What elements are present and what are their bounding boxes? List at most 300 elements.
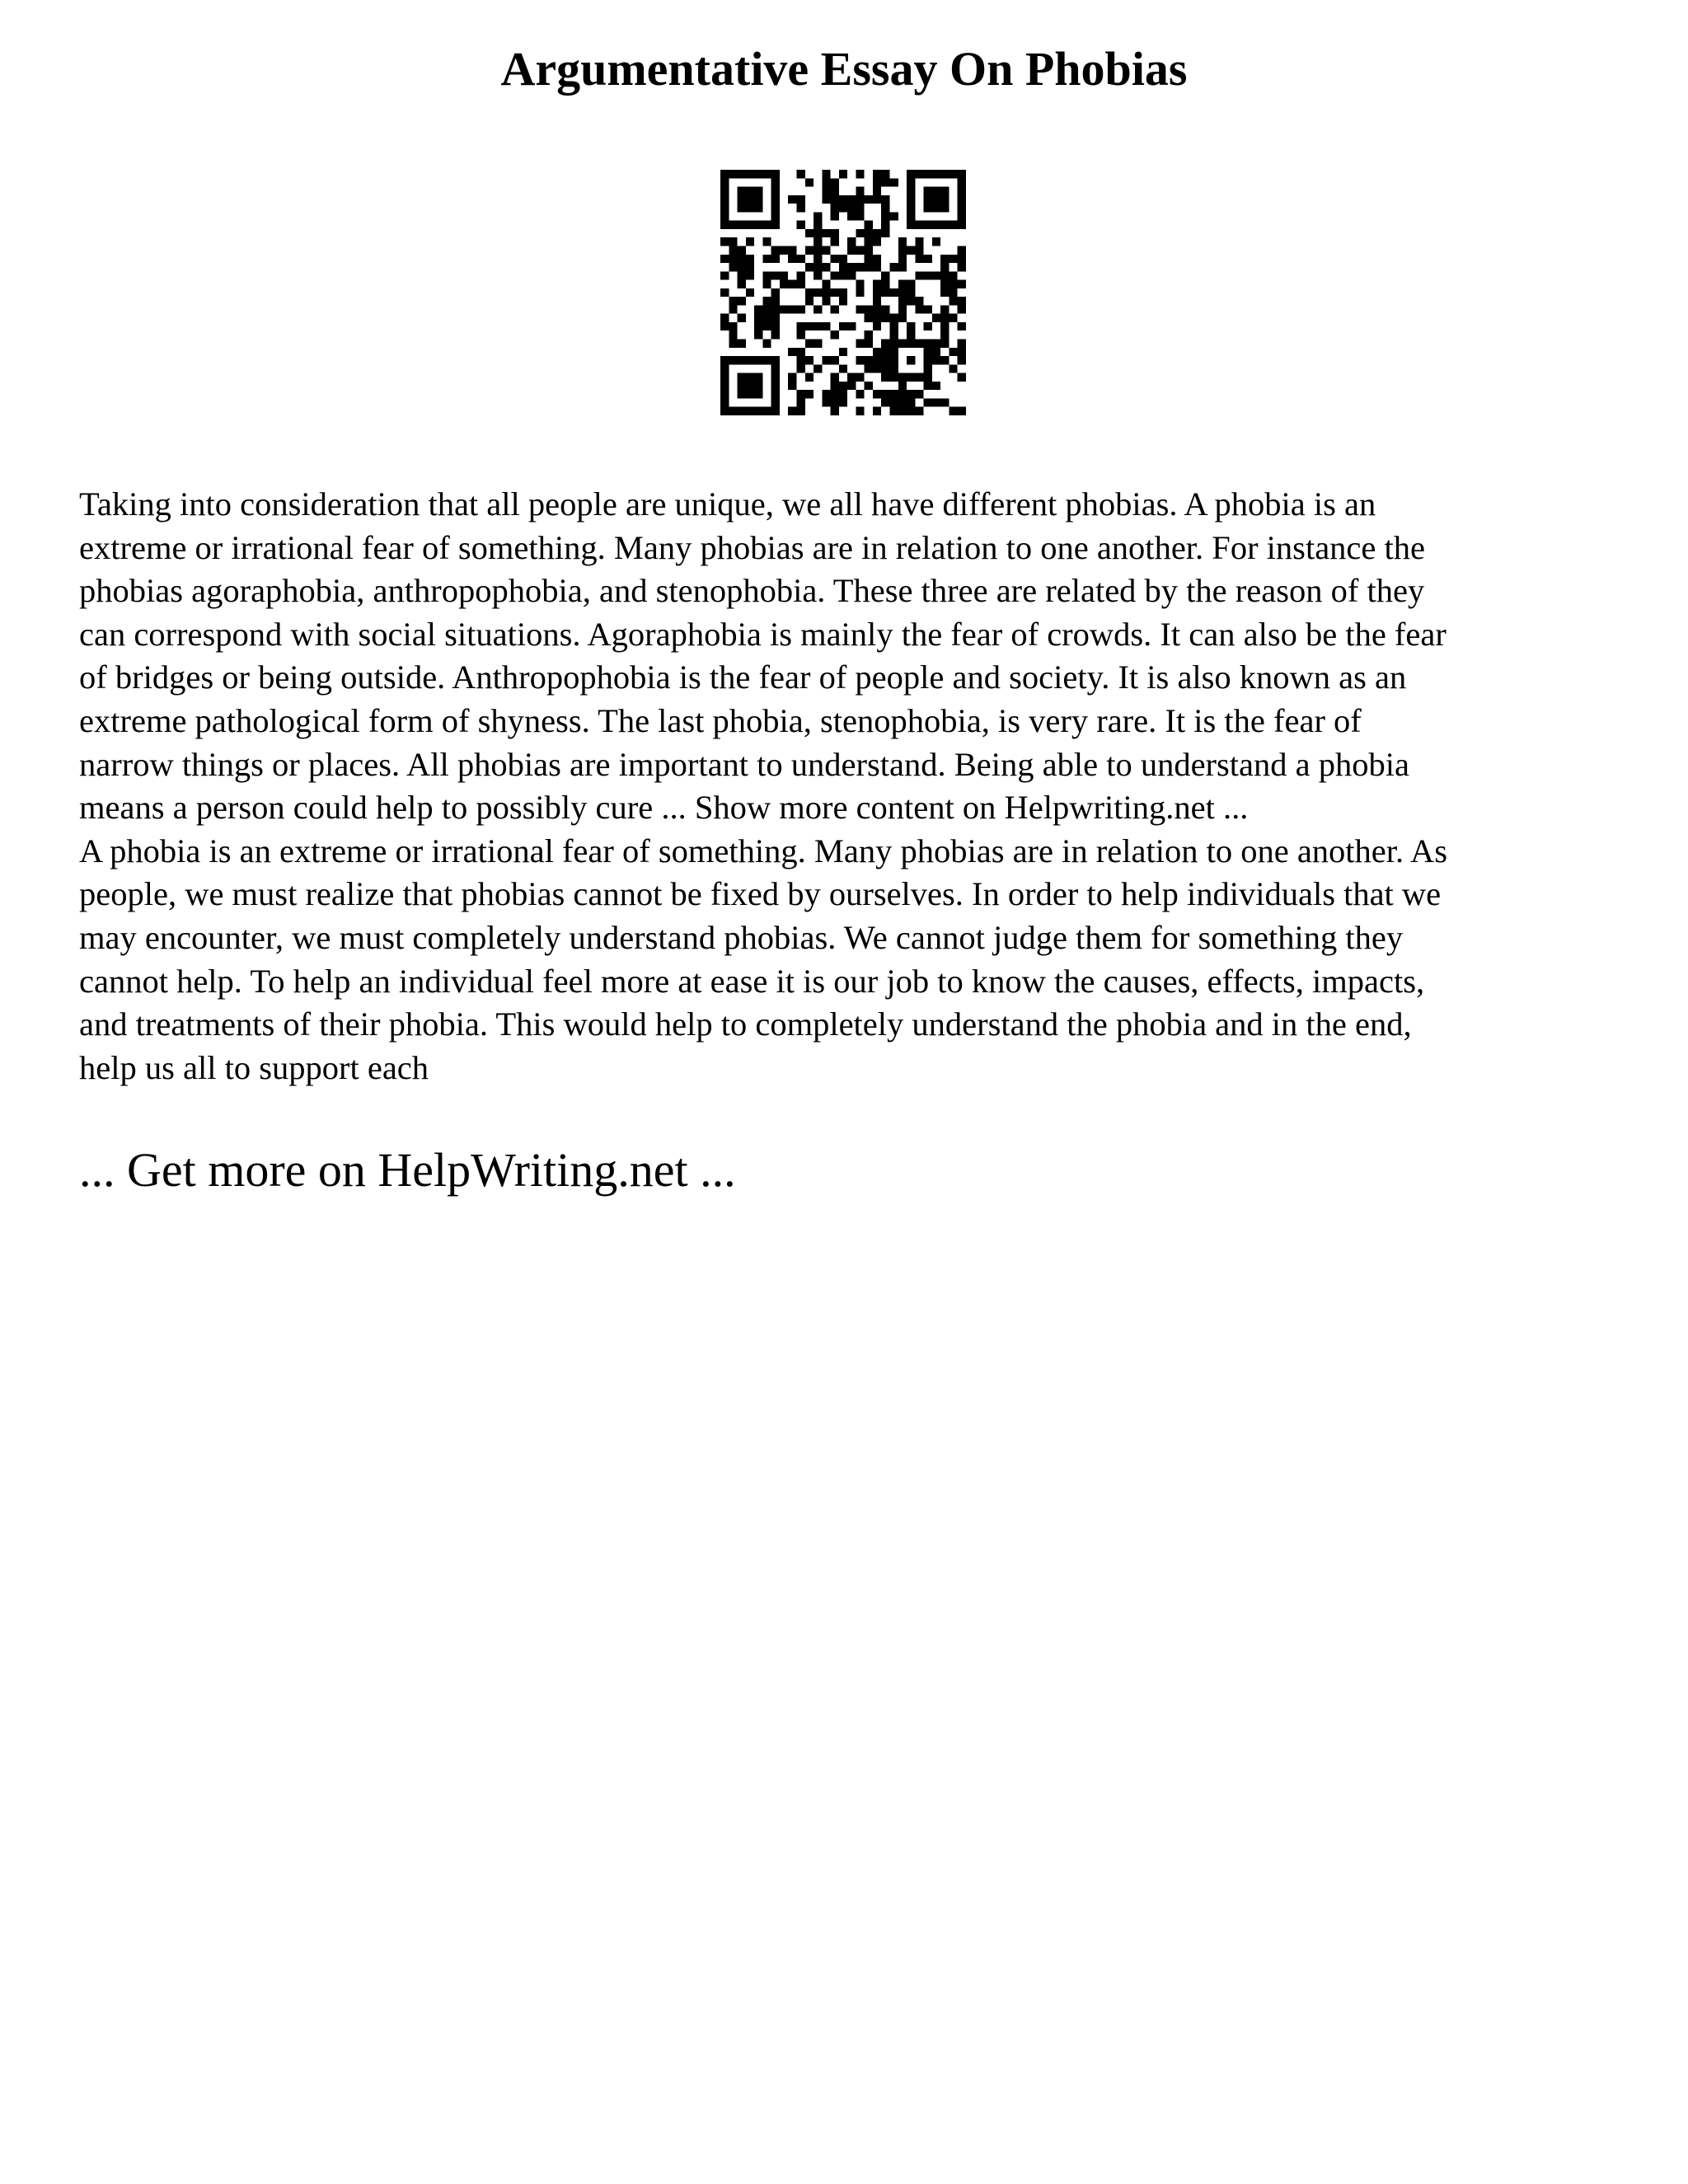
qr-module [907,297,915,305]
qr-module [796,204,804,212]
qr-module [729,170,737,178]
qr-module [771,288,780,297]
qr-module [762,237,771,246]
qr-module [949,407,957,415]
qr-module [831,187,839,195]
qr-module [720,364,729,373]
qr-module [796,170,804,178]
qr-module [814,255,822,263]
qr-module [831,195,839,204]
qr-module [940,288,949,297]
qr-module [915,297,923,305]
qr-module [907,288,915,297]
qr-module [881,178,889,186]
qr-module [805,288,814,297]
paragraph-2-line-3: may encounter, we must completely understand phobias. We cannot judge them for something they [79,918,1404,956]
qr-module [949,221,957,229]
qr-module [738,390,746,398]
qr-module [898,373,907,382]
qr-module [788,373,796,382]
qr-module [762,322,771,330]
qr-module [831,237,839,246]
qr-module [796,322,804,330]
qr-module [949,364,957,373]
qr-module [898,246,907,254]
qr-module [881,373,889,382]
qr-module [881,195,889,204]
qr-module [890,373,898,382]
qr-module [839,271,847,279]
qr-module [847,271,856,279]
qr-module [805,340,814,348]
qr-module [890,390,898,398]
qr-module [746,407,754,415]
qr-module [720,237,729,246]
qr-module [873,280,881,288]
qr-module [822,187,830,195]
paragraph-1-line-7: narrow things or places. All phobias are important to understand. Being able to understand a phobia [79,745,1409,783]
qr-module [940,255,949,263]
qr-module [958,204,966,212]
qr-module [746,221,754,229]
qr-module [873,364,881,373]
qr-module [814,322,822,330]
qr-module [940,170,949,178]
qr-module [814,271,822,279]
qr-module [814,212,822,220]
qr-module [738,356,746,364]
qr-module [881,340,889,348]
qr-module [720,204,729,212]
qr-module [771,297,780,305]
qr-module [958,322,966,330]
qr-module [958,221,966,229]
qr-module [932,382,940,390]
qr-module [788,246,796,254]
qr-module [738,407,746,415]
qr-module [746,390,754,398]
qr-module [796,356,804,364]
qr-module [831,407,839,415]
qr-module [814,340,822,348]
qr-module [771,271,780,279]
qr-module [940,314,949,322]
qr-module [865,330,873,339]
qr-module [762,255,771,263]
qr-module [856,390,864,398]
qr-module [780,246,788,254]
qr-module [873,229,881,237]
qr-module [814,229,822,237]
qr-module [924,195,932,204]
paragraph-1-line-4: can correspond with social situations. Agoraphobia is mainly the fear of crowds. It can also be the fear [79,615,1447,653]
qr-module [771,398,780,406]
qr-module [873,314,881,322]
qr-module [873,390,881,398]
qr-module [898,237,907,246]
qr-module [924,398,932,406]
qr-module [856,229,864,237]
qr-module [924,271,932,279]
qr-module [881,364,889,373]
qr-module [856,356,864,364]
qr-module [762,356,771,364]
qr-module [720,314,729,322]
qr-module [796,221,804,229]
qr-module [881,348,889,356]
qr-module [814,364,822,373]
qr-module [796,255,804,263]
qr-module [881,288,889,297]
qr-module [932,340,940,348]
qr-module [898,305,907,313]
qr-module [720,373,729,382]
qr-module [839,382,847,390]
qr-module [839,195,847,204]
qr-module [890,314,898,322]
qr-module [907,204,915,212]
qr-module [805,229,814,237]
qr-module [881,390,889,398]
qr-module [856,195,864,204]
qr-module [873,178,881,186]
qr-module [881,204,889,212]
qr-module [754,305,762,313]
qr-module [771,356,780,364]
qr-module [907,356,915,364]
qr-module [831,178,839,186]
qr-module [856,212,864,220]
qr-module [907,322,915,330]
qr-module [771,322,780,330]
qr-module [958,305,966,313]
qr-module [856,187,864,195]
qr-module [771,314,780,322]
qr-module [738,382,746,390]
qr-module [958,263,966,271]
qr-module [738,246,746,254]
qr-module [865,305,873,313]
qr-module [847,237,856,246]
qr-module [898,280,907,288]
qr-module [814,246,822,254]
qr-module [788,195,796,204]
qr-module [932,356,940,364]
qr-module [822,178,830,186]
qr-module [907,212,915,220]
qr-module [738,373,746,382]
qr-module [720,390,729,398]
qr-module [865,255,873,263]
qr-module [831,288,839,297]
qr-module [738,340,746,348]
qr-module [873,255,881,263]
qr-module [865,246,873,254]
qr-module [831,356,839,364]
qr-module [814,221,822,229]
qr-module [865,221,873,229]
qr-module [907,407,915,415]
qr-module [746,204,754,212]
qr-module [873,348,881,356]
qr-module [771,373,780,382]
qr-module [924,364,932,373]
qr-module [754,195,762,204]
paragraph-2-line-2: people, we must realize that phobias cannot be fixed by ourselves. In order to help individuals that we [79,875,1442,913]
qr-module [729,297,737,305]
qr-module [738,314,746,322]
qr-module [890,288,898,297]
qr-module [958,407,966,415]
qr-module [949,297,957,305]
qr-module [839,255,847,263]
qr-module [932,195,940,204]
qr-module [746,237,754,246]
qr-module [881,398,889,406]
qr-module [932,348,940,356]
qr-module [873,263,881,271]
qr-module [907,330,915,339]
qr-module [932,187,940,195]
qr-module [822,390,830,398]
qr-module [898,263,907,271]
qr-module [898,398,907,406]
qr-module [881,271,889,279]
qr-module [915,373,923,382]
qr-module [924,356,932,364]
qr-module [746,373,754,382]
qr-module [940,263,949,271]
qr-module [881,305,889,313]
qr-module [771,204,780,212]
qr-module [788,382,796,390]
paragraph-2-line-4: cannot help. To help an individual feel more at ease it is our job to know the causes, effects, impacts, [79,962,1425,1000]
qr-module [788,280,796,288]
qr-module [940,271,949,279]
qr-module [940,204,949,212]
qr-module [814,263,822,271]
qr-module [907,373,915,382]
qr-code [720,170,966,415]
qr-module [898,390,907,398]
qr-module [746,187,754,195]
qr-module [890,356,898,364]
qr-module [814,288,822,297]
qr-module [762,221,771,229]
qr-module [940,398,949,406]
qr-module [771,187,780,195]
qr-module [754,221,762,229]
qr-module [788,305,796,313]
qr-module [932,204,940,212]
qr-module [831,204,839,212]
qr-module [915,237,923,246]
qr-module [907,246,915,254]
paragraph-1-line-6: extreme pathological form of shyness. The last phobia, stenophobia, is very rare. It is the fear of [79,701,1362,739]
qr-module [771,255,780,263]
qr-module [907,195,915,204]
qr-module [746,255,754,263]
qr-module [940,340,949,348]
qr-module [940,280,949,288]
qr-module [762,407,771,415]
qr-module [907,170,915,178]
qr-module [958,255,966,263]
qr-module [831,373,839,382]
qr-module [746,382,754,390]
qr-module [831,212,839,220]
qr-module [924,348,932,356]
qr-module [771,305,780,313]
qr-module [839,398,847,406]
qr-module [949,255,957,263]
qr-module [729,356,737,364]
qr-module [762,340,771,348]
qr-module [890,348,898,356]
qr-module [839,348,847,356]
qr-module [932,237,940,246]
qr-module [796,305,804,313]
qr-module [924,255,932,263]
qr-module [881,229,889,237]
qr-module [907,398,915,406]
qr-module [738,170,746,178]
qr-module [771,330,780,339]
qr-module [796,407,804,415]
qr-module [856,263,864,271]
get-more-link[interactable]: ... Get more on HelpWriting.net ... [79,1143,736,1197]
qr-module [720,382,729,390]
qr-module [839,297,847,305]
qr-module [924,170,932,178]
qr-module [720,288,729,297]
qr-module [746,263,754,271]
qr-module [746,170,754,178]
qr-module [720,356,729,364]
qr-module [907,221,915,229]
qr-module [958,280,966,288]
qr-module [805,390,814,398]
qr-module [780,305,788,313]
qr-module [796,195,804,204]
qr-module [822,263,830,271]
paragraph-2-line-1: A phobia is an extreme or irrational fear of something. Many phobias are in relation to one another. As [79,832,1448,869]
qr-module [754,187,762,195]
qr-module [907,280,915,288]
qr-module [873,288,881,297]
qr-module [839,364,847,373]
qr-module [822,170,830,178]
qr-module [924,187,932,195]
qr-module [720,271,729,279]
qr-module [847,263,856,271]
qr-module [958,297,966,305]
qr-module [881,170,889,178]
qr-module [856,340,864,348]
qr-module [940,330,949,339]
qr-module [847,382,856,390]
qr-module [822,398,830,406]
qr-module [729,255,737,263]
qr-module [890,398,898,406]
qr-module [898,340,907,348]
qr-module [924,340,932,348]
qr-module [720,322,729,330]
qr-module [873,237,881,246]
qr-module [898,314,907,322]
qr-module [907,178,915,186]
paragraph-1-line-3: phobias agoraphobia, anthropophobia, and stenophobia. These three are related by the reason of they [79,572,1425,610]
qr-module [729,263,737,271]
qr-module [805,297,814,305]
qr-module [822,195,830,204]
qr-module [738,255,746,263]
qr-module [865,382,873,390]
qr-module [805,322,814,330]
qr-module [754,204,762,212]
qr-module [771,364,780,373]
qr-module [771,382,780,390]
qr-module [754,170,762,178]
qr-module [771,407,780,415]
qr-module [738,271,746,279]
qr-module [940,221,949,229]
qr-module [729,340,737,348]
qr-module [949,280,957,288]
qr-module [831,255,839,263]
qr-module [831,382,839,390]
qr-module [738,297,746,305]
qr-module [771,221,780,229]
qr-module [907,390,915,398]
qr-module [839,263,847,271]
qr-module [762,314,771,322]
qr-module [847,212,856,220]
qr-module [890,263,898,271]
qr-module [771,246,780,254]
paragraph-1-line-2: extreme or irrational fear of something. Many phobias are in relation to one another. For instance the [79,528,1425,566]
qr-module [754,330,762,339]
qr-module [907,340,915,348]
qr-module [831,398,839,406]
qr-module [847,204,856,212]
qr-module [720,178,729,186]
qr-module [958,348,966,356]
qr-module [873,356,881,364]
qr-module [890,178,898,186]
qr-module [720,398,729,406]
qr-module [754,322,762,330]
qr-module [762,280,771,288]
qr-module [890,212,898,220]
qr-module [822,356,830,364]
qr-module [814,305,822,313]
qr-module [771,195,780,204]
qr-module [738,204,746,212]
qr-module [847,373,856,382]
qr-module [924,382,932,390]
qr-module [788,255,796,263]
qr-module [958,356,966,364]
qr-module [720,221,729,229]
qr-module [822,246,830,254]
qr-module [822,280,830,288]
qr-module [805,178,814,186]
qr-module [856,407,864,415]
qr-module [729,246,737,254]
qr-module [847,322,856,330]
qr-module [932,170,940,178]
